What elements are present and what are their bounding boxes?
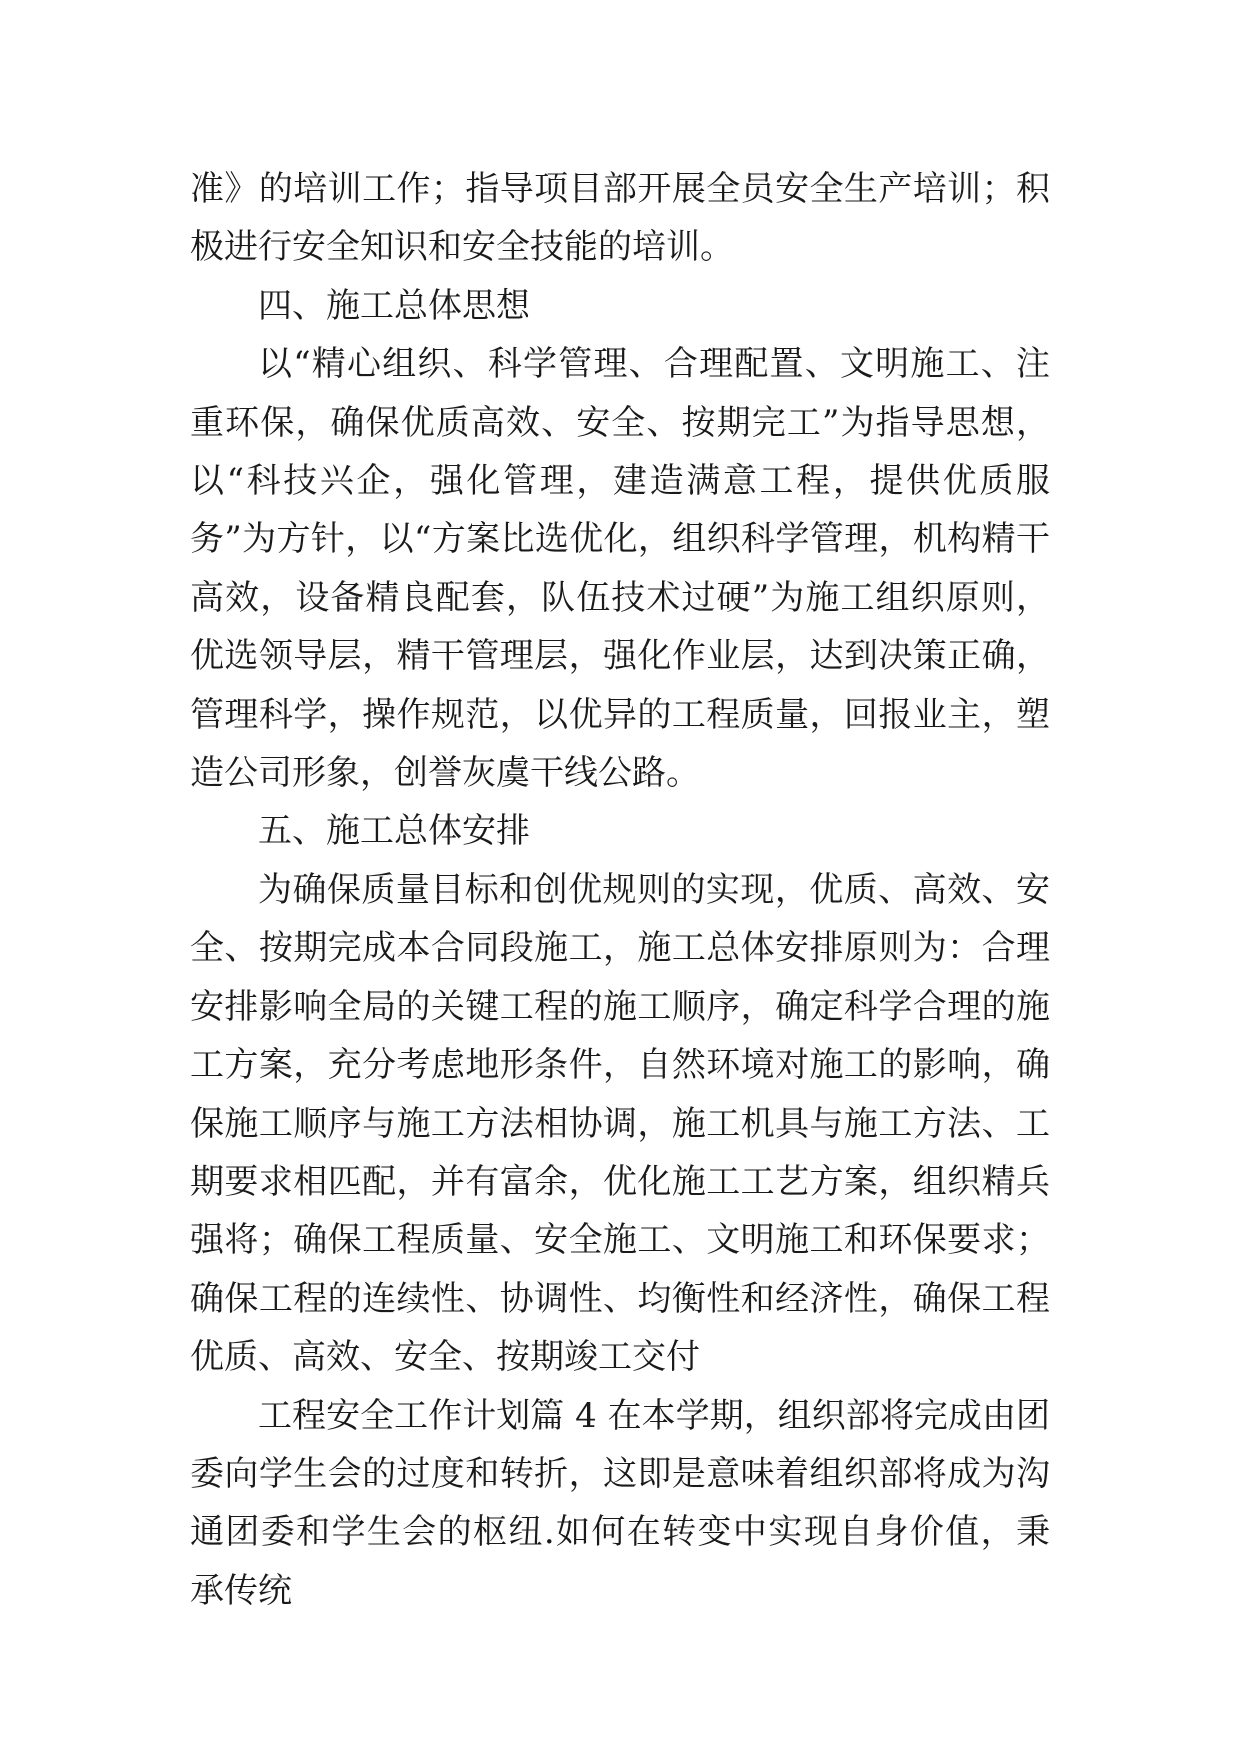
section-heading-overall-arrangement: 五、施工总体安排 (258, 811, 530, 852)
paragraph-overall-arrangement: 为确保质量目标和创优规则的实现，优质、高效、安全、按期完成本合同段施工，施工总体安排原则为：合理安排影响全局的关键工程的施工顺序，确定科学合理的施工方案，充分考虑地形条件，自然环境对施工的影响，确保施工顺序与施工方法相协调，施工机具与施工方法、工期要求相匹配，并有富余，优化施工工艺方案，组织精兵强将；确保工程质量、安全施工、文明施工和环保要求；确保工程的连续性、协调性、均衡性和经济性，确保工程优质、高效、安全、按期竣工交付 (190, 869, 1050, 1378)
paragraph-guiding-thought: 以“精心组织、科学管理、合理配置、文明施工、注重环保，确保优质高效、安全、按期完工”为指导思想，以“科技兴企，强化管理，建造满意工程，提供优质服务”为方针，以“方案比选优化，组织科学管理，机构精干高效，设备精良配套，队伍技术过硬”为施工组织原则，优选领导层，精干管理层，强化作业层，达到决策正确，管理科学，操作规范，以优异的工程质量，回报业主，塑造公司形象，创誉灰虞干线公路。 (190, 344, 1050, 794)
paragraph-training-continuation: 准》的培训工作；指导项目部开展全员安全生产培训；积极进行安全知识和安全技能的培训。 (190, 169, 1050, 268)
document-page (190, 160, 1050, 1620)
paragraph-plan-4-intro: 工程安全工作计划篇 4 在本学期，组织部将完成由团委向学生会的过度和转折，这即是意味着组织部将成为沟通团委和学生会的枢纽.如何在转变中实现自身价值，秉承传统 (190, 1395, 1050, 1611)
section-heading-construction-thought: 四、施工总体思想 (258, 285, 530, 326)
